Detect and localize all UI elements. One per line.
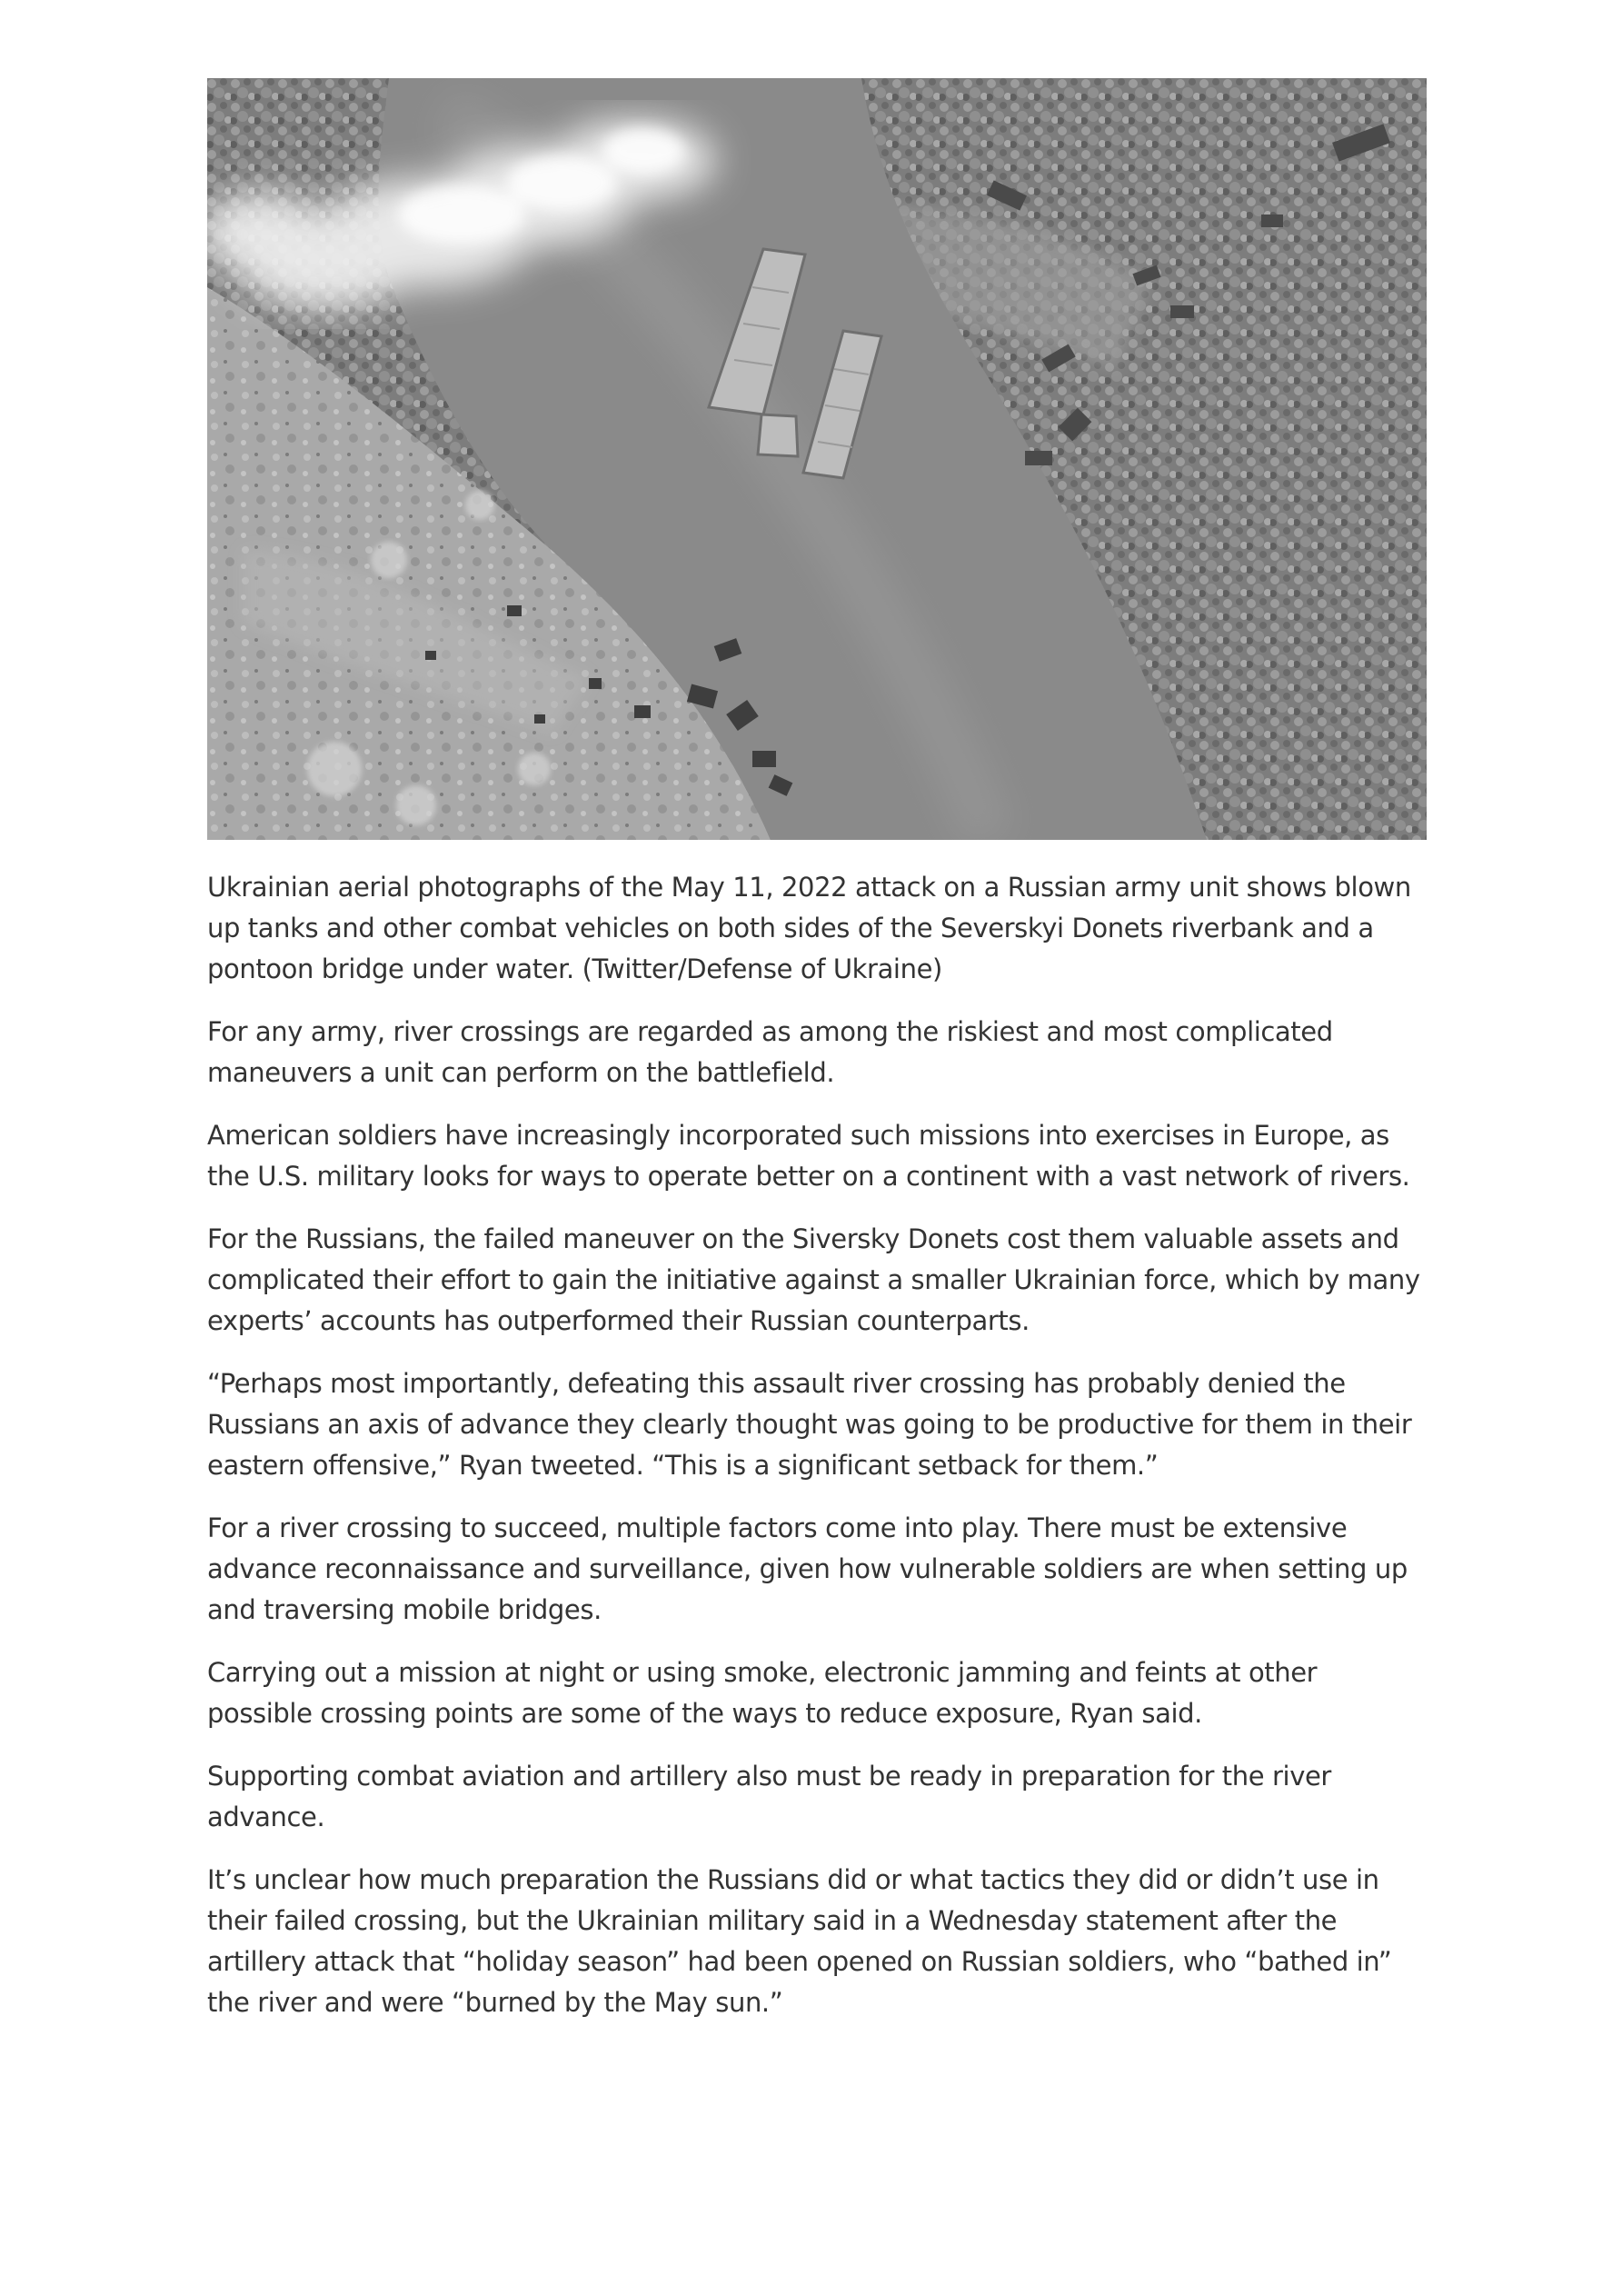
article (207, 78, 1427, 2023)
paragraph: For any army, river crossings are regarded as among the riskiest and most complicated maneuvers a unit can perform on the battlefield. (207, 1016, 1333, 1088)
photo-illustration (207, 78, 1427, 840)
paragraph: Carrying out a mission at night or using smoke, electronic jamming and feints at other possible crossing points are some of the ways to reduce exposure, Ryan said. (207, 1657, 1318, 1729)
paragraph: “Perhaps most importantly, defeating this assault river crossing has probably denied the Russians an axis of advance they clearly thought was going to be productive for them in their eastern offensive,” Ryan tweeted. “This is a significant setback for them.” (207, 1368, 1412, 1481)
paragraph: It’s unclear how much preparation the Russians did or what tactics they did or didn’t use in their failed crossing, but the Ukrainian military said in a Wednesday statement after the artillery attack that “holiday season” had been opened on Russian soldiers, who “bathed in” the river and were “burned by the May sun.” (207, 1864, 1392, 2018)
paragraph: For a river crossing to succeed, multiple factors come into play. There must be extensive advance reconnaissance and surveillance, given how vulnerable soldiers are when setting up and traversing mobile bridges. (207, 1512, 1408, 1625)
aerial-river-crossing-photo (207, 78, 1427, 840)
paragraph: Supporting combat aviation and artillery also must be ready in preparation for the river advance. (207, 1761, 1331, 1832)
paragraph: For the Russians, the failed maneuver on the Siversky Donets cost them valuable assets and complicated their effort to gain the initiative against a smaller Ukrainian force, which by many experts’ accounts has outperformed their Russian counterparts. (207, 1223, 1420, 1336)
photo-caption: Ukrainian aerial photographs of the May 11, 2022 attack on a Russian army unit shows blown up tanks and other combat vehicles on both sides of the Severskyi Donets riverbank and a pontoon bridge under water. (Twitter/Defense of Ukraine) (207, 872, 1411, 984)
paragraph: American soldiers have increasingly incorporated such missions into exercises in Europe, as the U.S. military looks for ways to operate better on a continent with a vast network of rivers. (207, 1120, 1410, 1192)
